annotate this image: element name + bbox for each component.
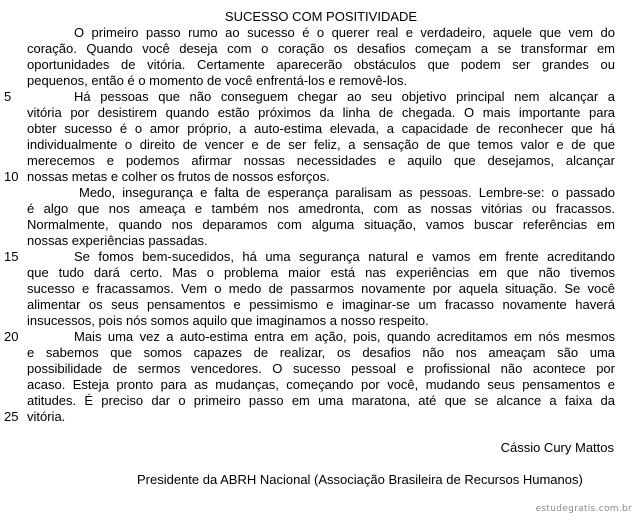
text-line: O primeiro passo rumo ao sucesso é o querer real e verdadeiro, aquele que vem do [74,25,615,40]
line-number: 15 [4,249,19,264]
text-line: e sabemos que somos capazes de realizar, os desafios não nos ameaçam são uma [27,345,615,360]
text-line: sucesso e fracassamos. Vem o medo de passarmos novamente por aquela situação. Se você [27,281,615,296]
page-title: SUCESSO COM POSITIVIDADE [224,9,418,24]
text-line: acaso. Esteja pronto para as mudanças, começando por você, mudando seus pensamentos e [27,377,615,392]
text-line: individualmente o direito de vencer e de ser feliz, a sensação de que temos valor e de que [27,137,615,152]
author-name: Cássio Cury Mattos [500,440,614,455]
text-line: coração. Quando você deseja com o coração os desafios começam a se transformar em [27,41,615,56]
text-line: pequenos, então é o momento de você enfrentá-los e removê-los. [27,73,408,88]
text-line: alimentar os seus pensamentos e pessimismo e imaginar-se um fracasso novamente haverá [27,297,615,312]
text-line: Medo, insegurança e falta de esperança paralisam as pessoas. Lembre-se: o passado [79,185,615,200]
text-line: é algo que nos ameaça e também nos amedronta, com as nossas vitórias ou fracassos. [27,201,615,216]
text-line: nossas metas e colher os frutos de nossos esforços. [27,169,330,184]
watermark: estudegratis.com.br [535,504,632,514]
line-number: 25 [4,409,19,424]
text-line: possibilidade de sermos vencedores. O sucesso pessoal e profissional não acontece por [27,361,615,376]
text-line: Mais uma vez a auto-estima entra em ação, pois, quando acreditamos em nós mesmos [74,329,615,344]
text-line: Normalmente, quando nos deparamos com alguma situação, vamos buscar referências em [27,217,615,232]
text-line: Há pessoas que não conseguem chegar ao seu objetivo principal nem alcançar a [74,89,615,104]
author-role: Presidente da ABRH Nacional (Associação Brasileira de Recursos Humanos) [137,472,583,487]
line-number: 20 [4,329,19,344]
text-line: oportunidades de vitória. Certamente aparecerão obstáculos que podem ser grandes ou [27,57,615,72]
text-line: merecemos e podemos afirmar nossas necessidades e aquilo que desejamos, alcançar [27,153,615,168]
text-line: vitória. [27,409,66,424]
text-line: que tudo dará certo. Mas o problema maior está nas experiências em que não tivemos [27,265,615,280]
text-line: vitória por desistirem quando estão próximos da linha de chegada. O mais importante para [27,105,615,120]
text-line: insucessos, pois nós somos aquilo que imaginamos a nosso respeito. [27,313,429,328]
line-number: 5 [4,89,12,104]
text-line: atitudes. É preciso dar o primeiro passo em uma maratona, até que se alcance a faixa da [27,393,615,408]
line-number: 10 [4,169,19,184]
article-body [27,25,615,425]
text-line: nossas experiências passadas. [27,233,208,248]
text-line: obter sucesso é o amor próprio, a auto-estima elevada, a capacidade de reconhecer que há [27,121,615,136]
text-line: Se fomos bem-sucedidos, há uma segurança natural e vamos em frente acreditando [74,249,615,264]
